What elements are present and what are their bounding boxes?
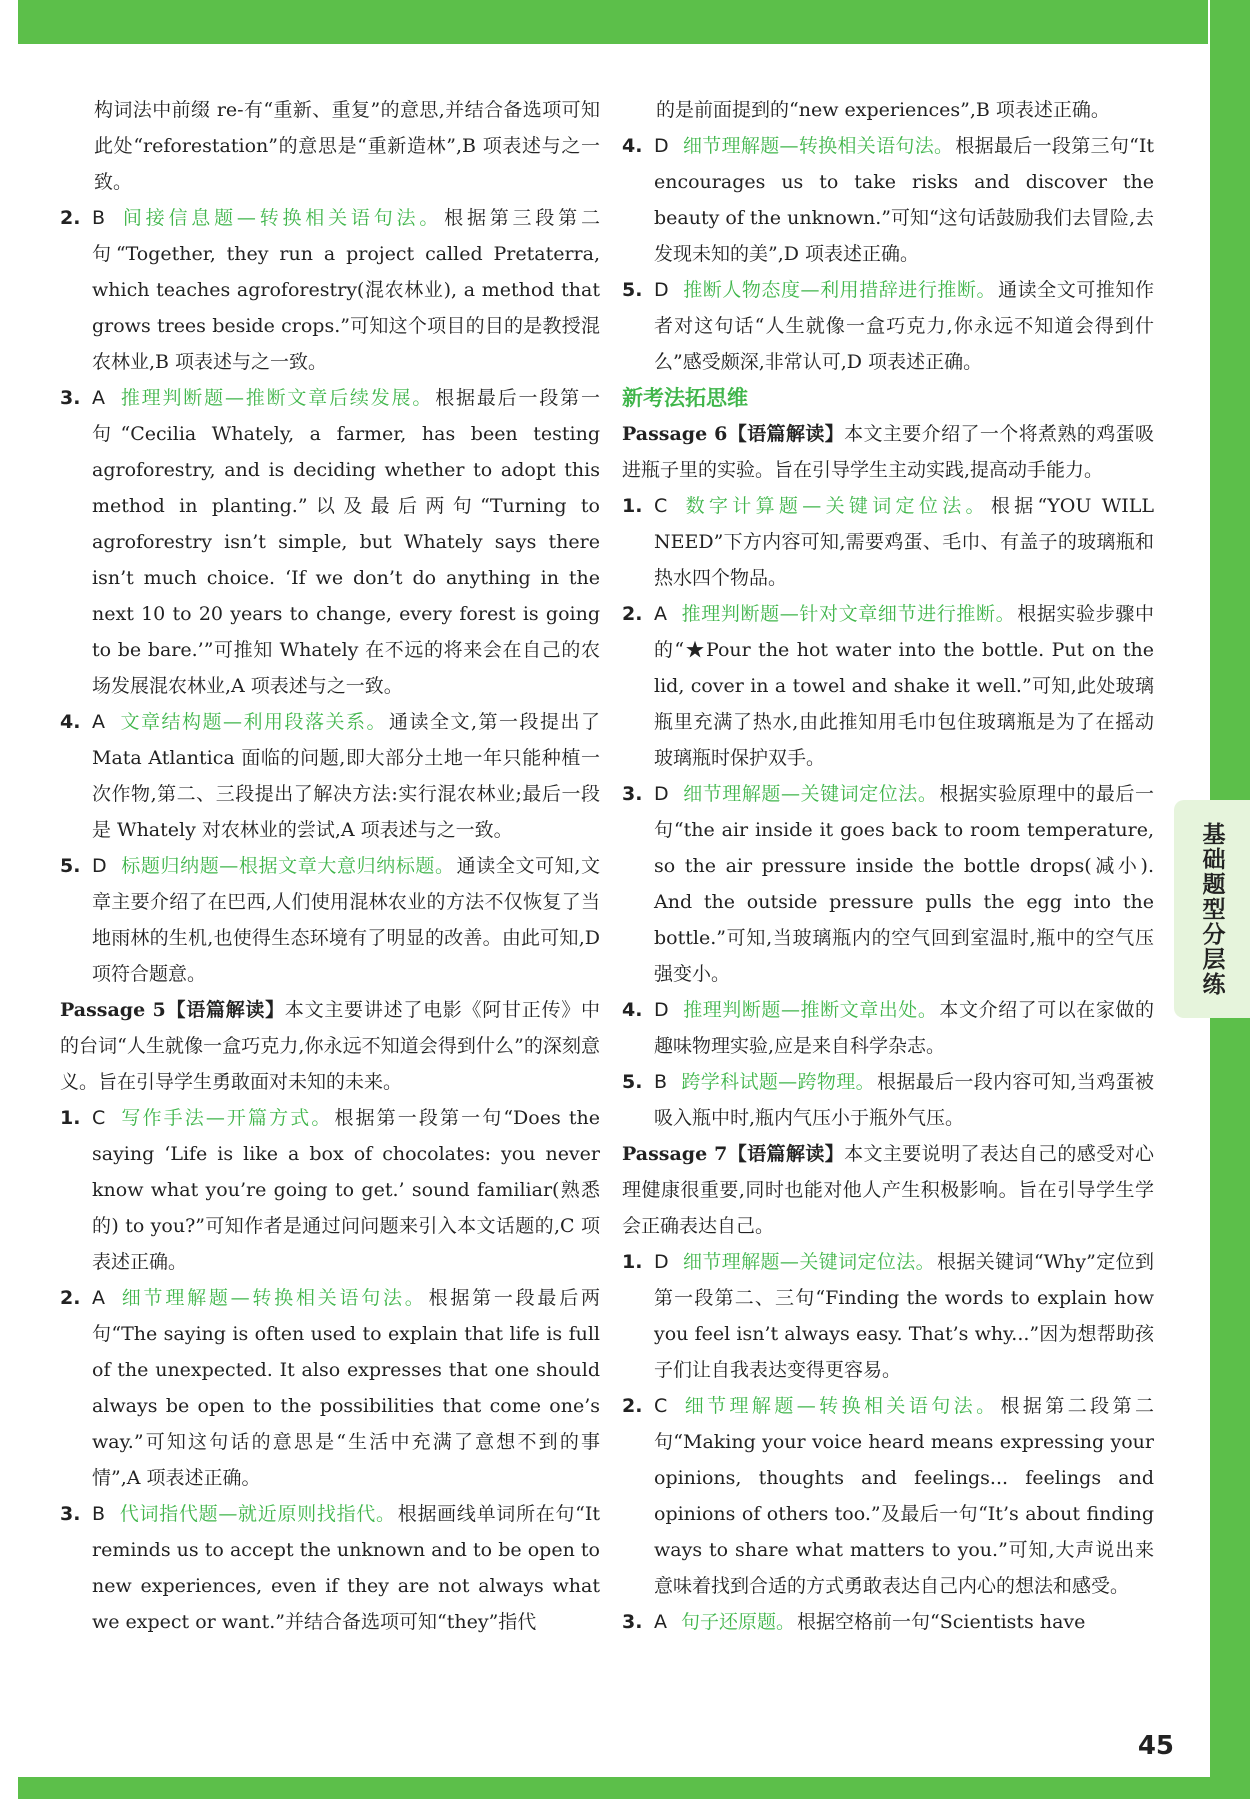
explanation: 根据第一段最后两句“The saying is often used to explain that life is full of the unexpected. It also expresses that one should always be open to the possibilities that come one’s way.”可知这句话的意思是“生活中充满了意想不到的事情”,A 项表述正确。 [92,1287,600,1489]
answer-item [622,488,1154,596]
explanation: 根据第三段第二句“Together, they run a project called Pretaterra, which teaches agroforestry(混农林业), a method that grows trees beside crops.”可知这个项目的目的是教授混农林业,B 项表述与之一致。 [92,207,600,373]
answer-letter: B [654,1071,668,1093]
answer-item [622,272,1154,380]
question-type: 推断人物态度—利用措辞进行推断。 [682,279,997,301]
answer-letter: C [654,495,668,517]
answer-letter: B [92,207,106,229]
question-type: 跨学科试题—跨物理。 [681,1071,875,1093]
question-type: 标题归纳题—根据文章大意归纳标题。 [120,855,455,877]
answer-letter: B [92,1503,106,1525]
answer-letter: D [654,279,669,301]
section-title: 新考法拓思维 [622,386,748,410]
answer-letter: D [654,135,669,157]
explanation: 本文介绍了可以在家做的趣味物理实验,应是来自科学杂志。 [654,999,1154,1057]
explanation: 根据最后一段内容可知,当鸡蛋被吸入瓶中时,瓶内气压小于瓶外气压。 [654,1071,1154,1129]
answer-item [622,1244,1154,1388]
explanation: 根据空格前一句“Scientists have [797,1611,1086,1633]
answer-item [622,128,1154,272]
question-type: 推理判断题—针对文章细节进行推断。 [681,603,1016,625]
answer-item [622,992,1154,1064]
top-border [18,0,1208,44]
answer-letter: C [654,1395,668,1417]
item-number: 4. [60,711,81,733]
section-side-tab [1174,800,1250,1018]
item-number: 3. [622,783,643,805]
answer-item [60,704,600,848]
explanation: 根据最后一段第一句“Cecilia Whately, a farmer, has been testing agroforestry, and is deciding whether to adopt this method in planting.”以及最后两句“Turning to agroforestry isn’t simple, but Whately says there isn’t much choice. ‘If we don’t do anything in the next 10 to 20 years to change, every forest is going to be bare.’”可推知 Whately 在不远的将来会在自己的农场发展混农林业,A 项表述与之一致。 [92,387,600,697]
question-type: 文章结构题—利用段落关系。 [119,711,387,733]
question-type: 数字计算题—关键词定位法。 [681,495,989,517]
explanation: 根据画线单词所在句“It reminds us to accept the unknown and to be open to new experiences, even if they are not always what we expect or want.”并结合备选项可知“they”指代 [92,1503,600,1633]
explanation: 通读全文,第一段提出了 Mata Atlantica 面临的问题,即大部分土地一年只能种植一次作物,第二、三段提出了解决方法:实行混农林业;最后一段是 Whately 对农林业的尝试,A 项表述与之一致。 [92,711,600,841]
continuation-text: 的是前面提到的“new experiences”,B 项表述正确。 [656,99,1110,121]
item-number: 2. [60,1287,81,1309]
bottom-border [18,1777,1250,1799]
item-number: 3. [60,1503,81,1525]
question-type: 写作手法—开篇方式。 [119,1107,333,1129]
question-type: 句子还原题。 [681,1611,796,1633]
answer-item [60,848,600,992]
answer-item [622,596,1154,776]
answer-letter: D [92,855,107,877]
item-number: 1. [622,1251,643,1273]
passage-text: 本文主要说明了表达自己的感受对心理健康很重要,同时也能对他人产生积极影响。旨在引导学生学会正确表达自己。 [622,1143,1154,1237]
question-type: 细节理解题—关键词定位法。 [682,1251,935,1273]
item-number: 2. [60,207,81,229]
item-number: 1. [60,1107,81,1129]
passage-summary [622,416,1154,488]
explanation: 通读全文可推知作者对这句话“人生就像一盒巧克力,你永远不知道会得到什么”感受颇深,非常认可,D 项表述正确。 [654,279,1154,373]
item-number: 5. [622,1071,643,1093]
question-type: 细节理解题—转换相关语句法。 [681,1395,999,1417]
answer-letter: A [654,1611,667,1633]
question-type: 间接信息题—转换相关语句法。 [119,207,443,229]
question-type: 推理判断题—推断文章后续发展。 [119,387,434,409]
answer-item [60,380,600,704]
answer-item [622,1604,1154,1640]
answer-letter: A [92,1287,105,1309]
answer-item [60,1496,600,1640]
answer-letter: D [654,783,669,805]
question-type: 细节理解题—关键词定位法。 [682,783,938,805]
item-number: 4. [622,135,643,157]
answer-item [622,1064,1154,1136]
item-number: 3. [60,387,81,409]
answer-letter: C [92,1107,106,1129]
explanation: 根据最后一段第三句“It encourages us to take risks and discover the beauty of the unknown.”可知“这句话鼓励我们去冒险,去发现未知的美”,D 项表述正确。 [654,135,1154,265]
explanation: 根据第一段第一句“Does the saying ‘Life is like a box of chocolates: you never know what you’re going to get.’ sound familiar(熟悉的) to you?”可知作者是通过问问题来引入本文话题的,C 项表述正确。 [92,1107,600,1273]
question-type: 代词指代题—就近原则找指代。 [119,1503,396,1525]
page-number: 45 [1137,1731,1174,1761]
passage-text: 本文主要讲述了电影《阿甘正传》中的台词“人生就像一盒巧克力,你永远不知道会得到什么”的深刻意义。旨在引导学生勇敢面对未知的未来。 [60,999,600,1093]
passage-heading: Passage 5【语篇解读】 [60,999,285,1021]
passage-text: 本文主要介绍了一个将煮熟的鸡蛋吸进瓶子里的实验。旨在引导学生主动实践,提高动手能力。 [622,423,1154,481]
explanation: 根据第二段第二句“Making your voice heard means expressing your opinions, thoughts and feelings... feelings and opinions of others too.”及最后一句“It’s about finding ways to share what matters to you.”可知,大声说出来意味着找到合适的方式勇敢表达自己内心的想法和感受。 [654,1395,1154,1597]
left-column [60,92,600,1640]
question-type: 细节理解题—转换相关语句法。 [119,1287,427,1309]
answer-letter: A [92,387,105,409]
right-column [622,92,1154,1640]
answer-item [60,200,600,380]
explanation: 通读全文可知,文章主要介绍了在巴西,人们使用混林农业的方法不仅恢复了当地雨林的生机,也使得生态环境有了明显的改善。由此可知,D 项符合题意。 [92,855,600,985]
answer-letter: A [92,711,105,733]
passage-summary [60,992,600,1100]
answer-letter: D [654,1251,669,1273]
item-number: 5. [60,855,81,877]
explanation: 根据关键词“Why”定位到第一段第二、三句“Finding the words to explain how you feel isn’t always easy. That’s why...”因为想帮助孩子们让自我表达变得更容易。 [654,1251,1154,1381]
question-type: 细节理解题—转换相关语句法。 [682,135,954,157]
question-type: 推理判断题—推断文章出处。 [682,999,938,1021]
answer-item [60,1100,600,1280]
item-number: 4. [622,999,643,1021]
answer-item [622,1388,1154,1604]
answer-item [622,776,1154,992]
answer-letter: A [654,603,667,625]
passage-summary [622,1136,1154,1244]
explanation: 根据“YOU WILL NEED”下方内容可知,需要鸡蛋、毛巾、有盖子的玻璃瓶和热水四个物品。 [654,495,1154,589]
passage-heading: Passage 7【语篇解读】 [622,1143,845,1165]
item-number: 3. [622,1611,643,1633]
answer-letter: D [654,999,669,1021]
explanation: 根据实验步骤中的“★Pour the hot water into the bottle. Put on the lid, cover in a towel and shake it well.”可知,此处玻璃瓶里充满了热水,由此推知用毛巾包住玻璃瓶是为了在摇动玻璃瓶时保护双手。 [654,603,1154,769]
item-number: 2. [622,1395,643,1417]
continuation-text: 构词法中前缀 re-有“重新、重复”的意思,并结合备选项可知此处“reforestation”的意思是“重新造林”,B 项表述与之一致。 [94,99,600,193]
explanation: 根据实验原理中的最后一句“the air inside it goes back to room temperature, so the air pressure inside the bottle drops(减小). And the outside pressure pulls the egg into the bottle.”可知,当玻璃瓶内的空气回到室温时,瓶中的空气压强变小。 [654,783,1154,985]
item-number: 5. [622,279,643,301]
item-number: 1. [622,495,643,517]
item-number: 2. [622,603,643,625]
passage-heading: Passage 6【语篇解读】 [622,423,845,445]
side-tab-label: 基础题型分层练 [1198,821,1225,997]
answer-item [60,1280,600,1496]
